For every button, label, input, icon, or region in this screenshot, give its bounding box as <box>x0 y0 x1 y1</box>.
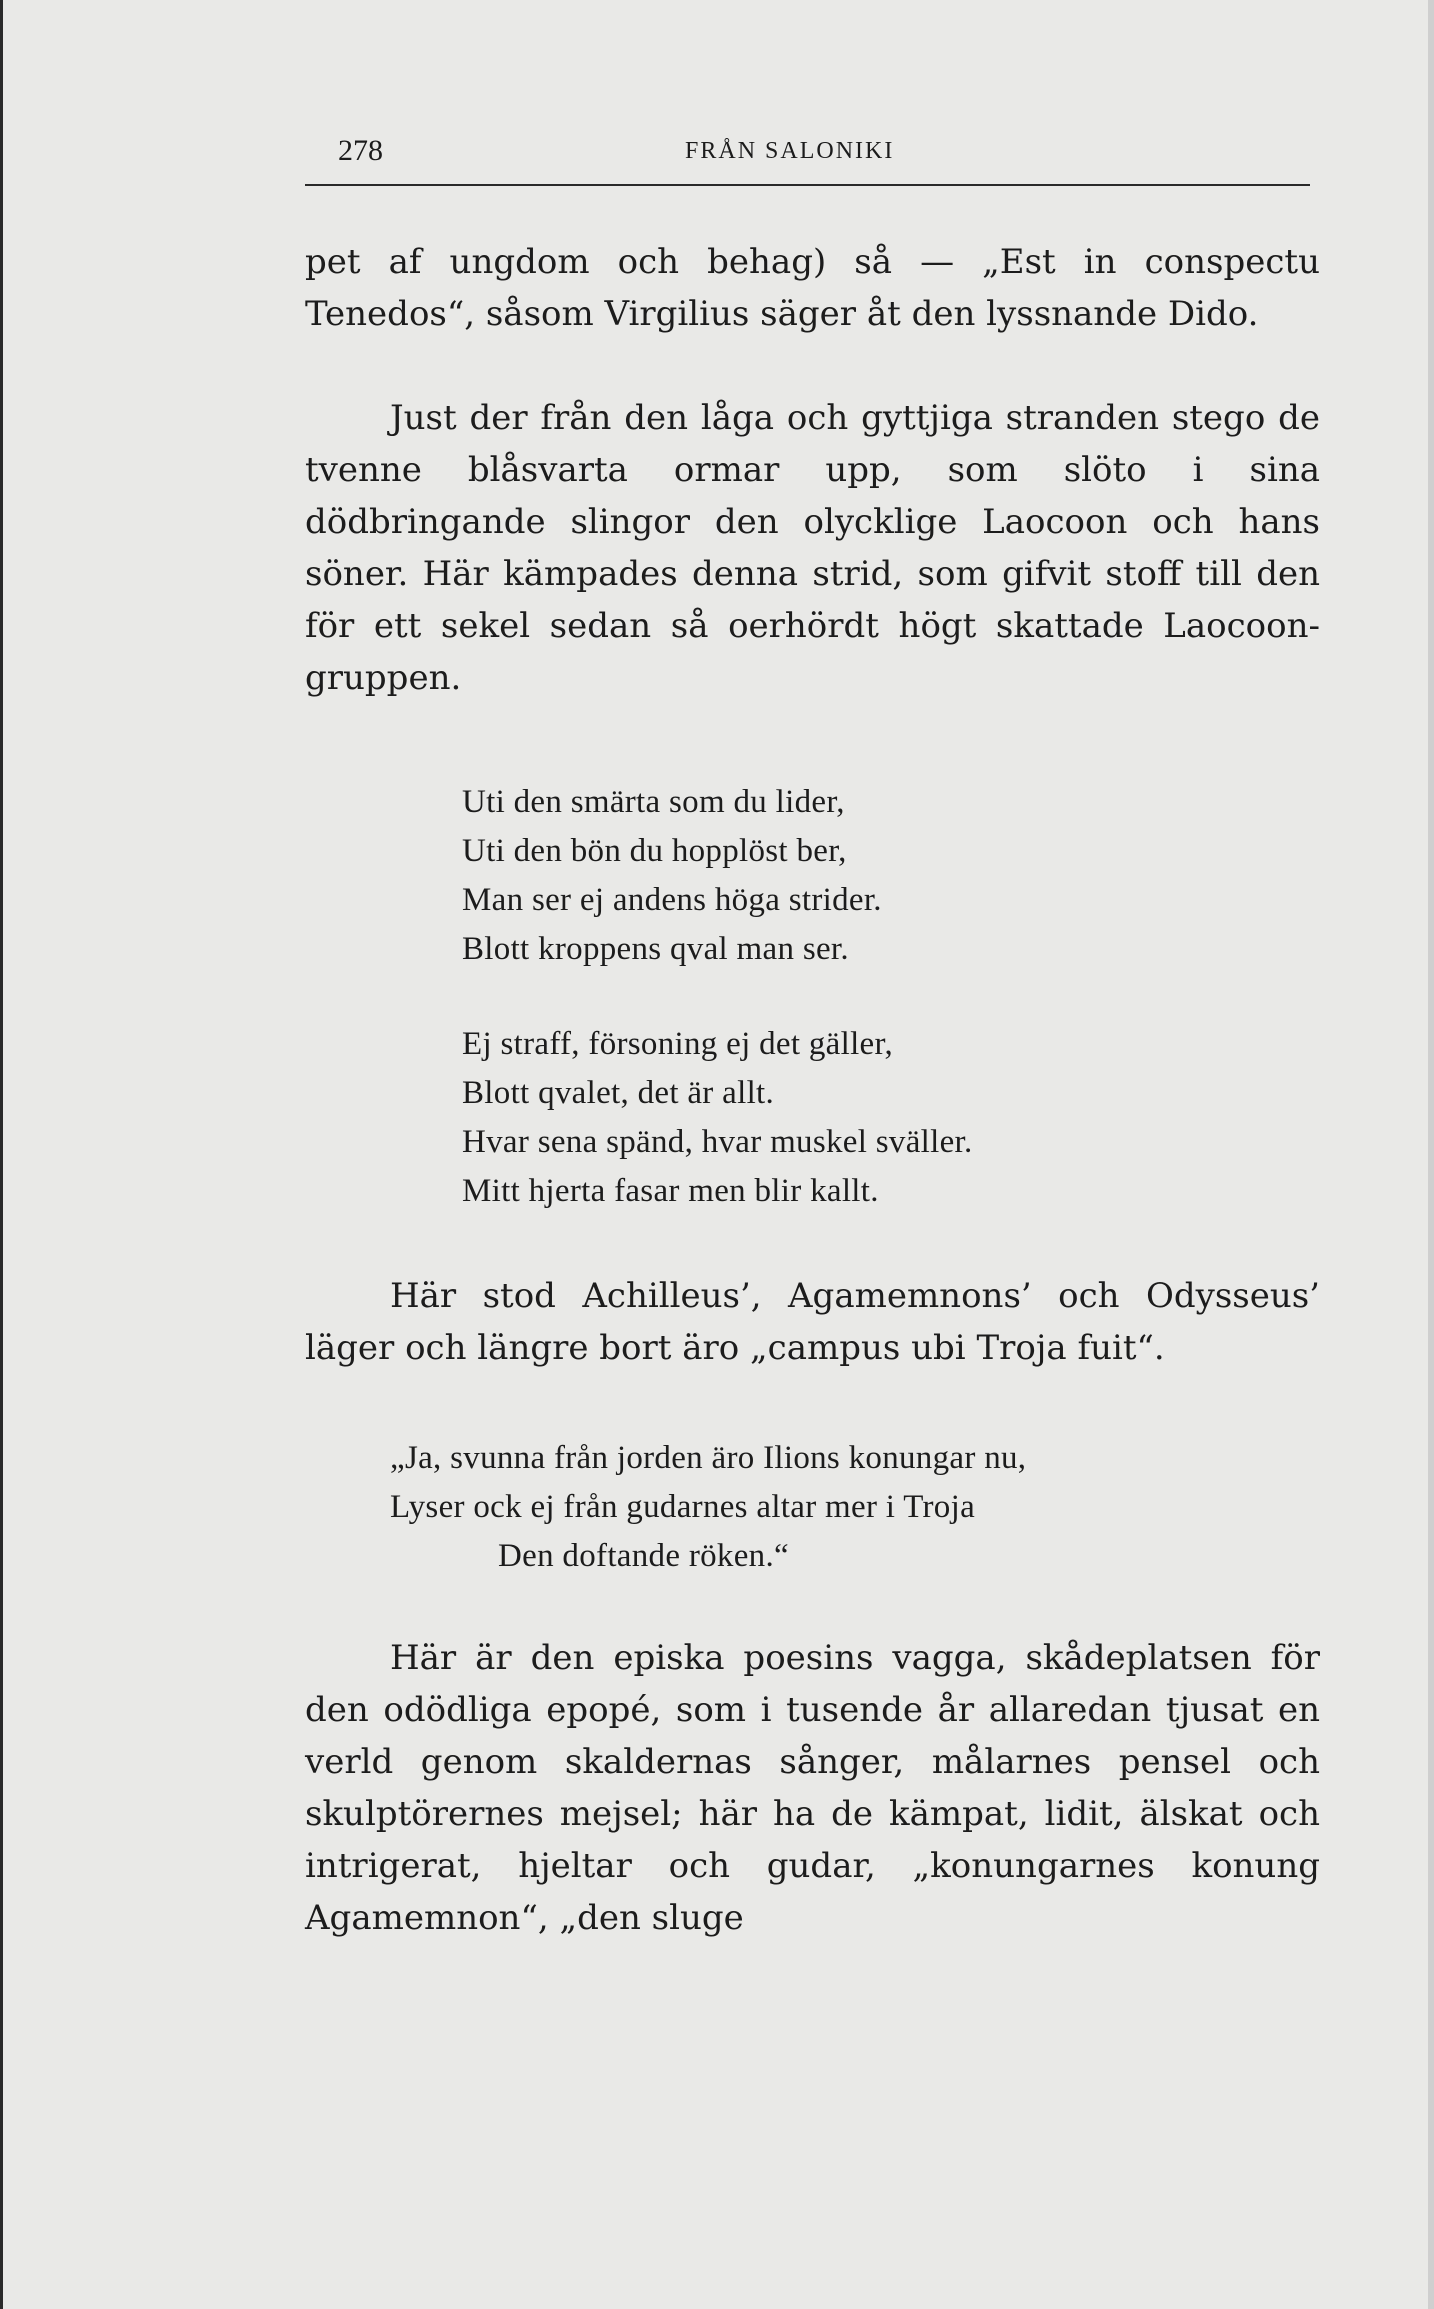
paragraph-3-block <box>305 1270 1320 1374</box>
paragraph-2-block <box>305 392 1320 704</box>
paragraph-1: pet af ungdom och behag) så — „Est in conspectu Tenedos“, såsom Virgilius säger åt den lyssnande Dido. <box>305 242 1320 334</box>
paragraph-1-block <box>305 236 1320 340</box>
paragraph-2: Just der från den låga och gyttjiga stranden stego de tvenne blåsvarta ormar upp, som slöto i sina dödbringande slingor den olycklige Laocoon och hans söner. Här kämpades denna strid, som gifvit stoff till den för ett sekel sedan så oerhördt högt skattade Laocoon-gruppen. <box>305 398 1320 698</box>
page-edge-right <box>1428 0 1434 2309</box>
verse-line: Blott kroppens qval man ser. <box>462 931 849 967</box>
running-title: FRÅN SALONIKI <box>685 138 895 164</box>
verse-line: Lyser ock ej från gudarnes altar mer i Troja <box>390 1489 976 1525</box>
verse-line: Uti den smärta som du lider, <box>462 784 845 820</box>
verse-line: „Ja, svunna från jorden äro Ilions konungar nu, <box>390 1440 1027 1476</box>
verse-line: Mitt hjerta fasar men blir kallt. <box>462 1173 879 1209</box>
page-number: 278 <box>338 134 383 167</box>
paragraph-4-block <box>305 1632 1320 1944</box>
verse-line: Hvar sena spänd, hvar muskel sväller. <box>462 1124 973 1160</box>
verse-stanza-1 <box>462 778 882 974</box>
verse-stanza-2 <box>462 1020 973 1216</box>
verse-line: Man ser ej andens höga strider. <box>462 882 882 918</box>
header-rule <box>305 184 1310 186</box>
verse-line: Ej straff, försoning ej det gäller, <box>462 1026 894 1062</box>
page-edge-left <box>0 0 3 2309</box>
paragraph-3: Här stod Achilleus’, Agamemnons’ och Odysseus’ läger och längre bort äro „campus ubi Troja fuit“. <box>305 1276 1320 1368</box>
verse-line: Blott qvalet, det är allt. <box>462 1075 775 1111</box>
page-header <box>305 130 1310 172</box>
paragraph-4: Här är den episka poesins vagga, skådeplatsen för den odödliga epopé, som i tusende år allaredan tjusat en verld genom skaldernas sånger, målarnes pensel och skulptörernes mejsel; här ha de kämpat, lidit, älskat och intrigerat, hjeltar och gudar, „konungarnes konung Agamemnon“, „den sluge <box>305 1638 1320 1938</box>
verse-line: Den doftande röken.“ <box>498 1538 789 1574</box>
verse-stanza-3 <box>390 1434 1026 1581</box>
verse-line: Uti den bön du hopplöst ber, <box>462 833 847 869</box>
